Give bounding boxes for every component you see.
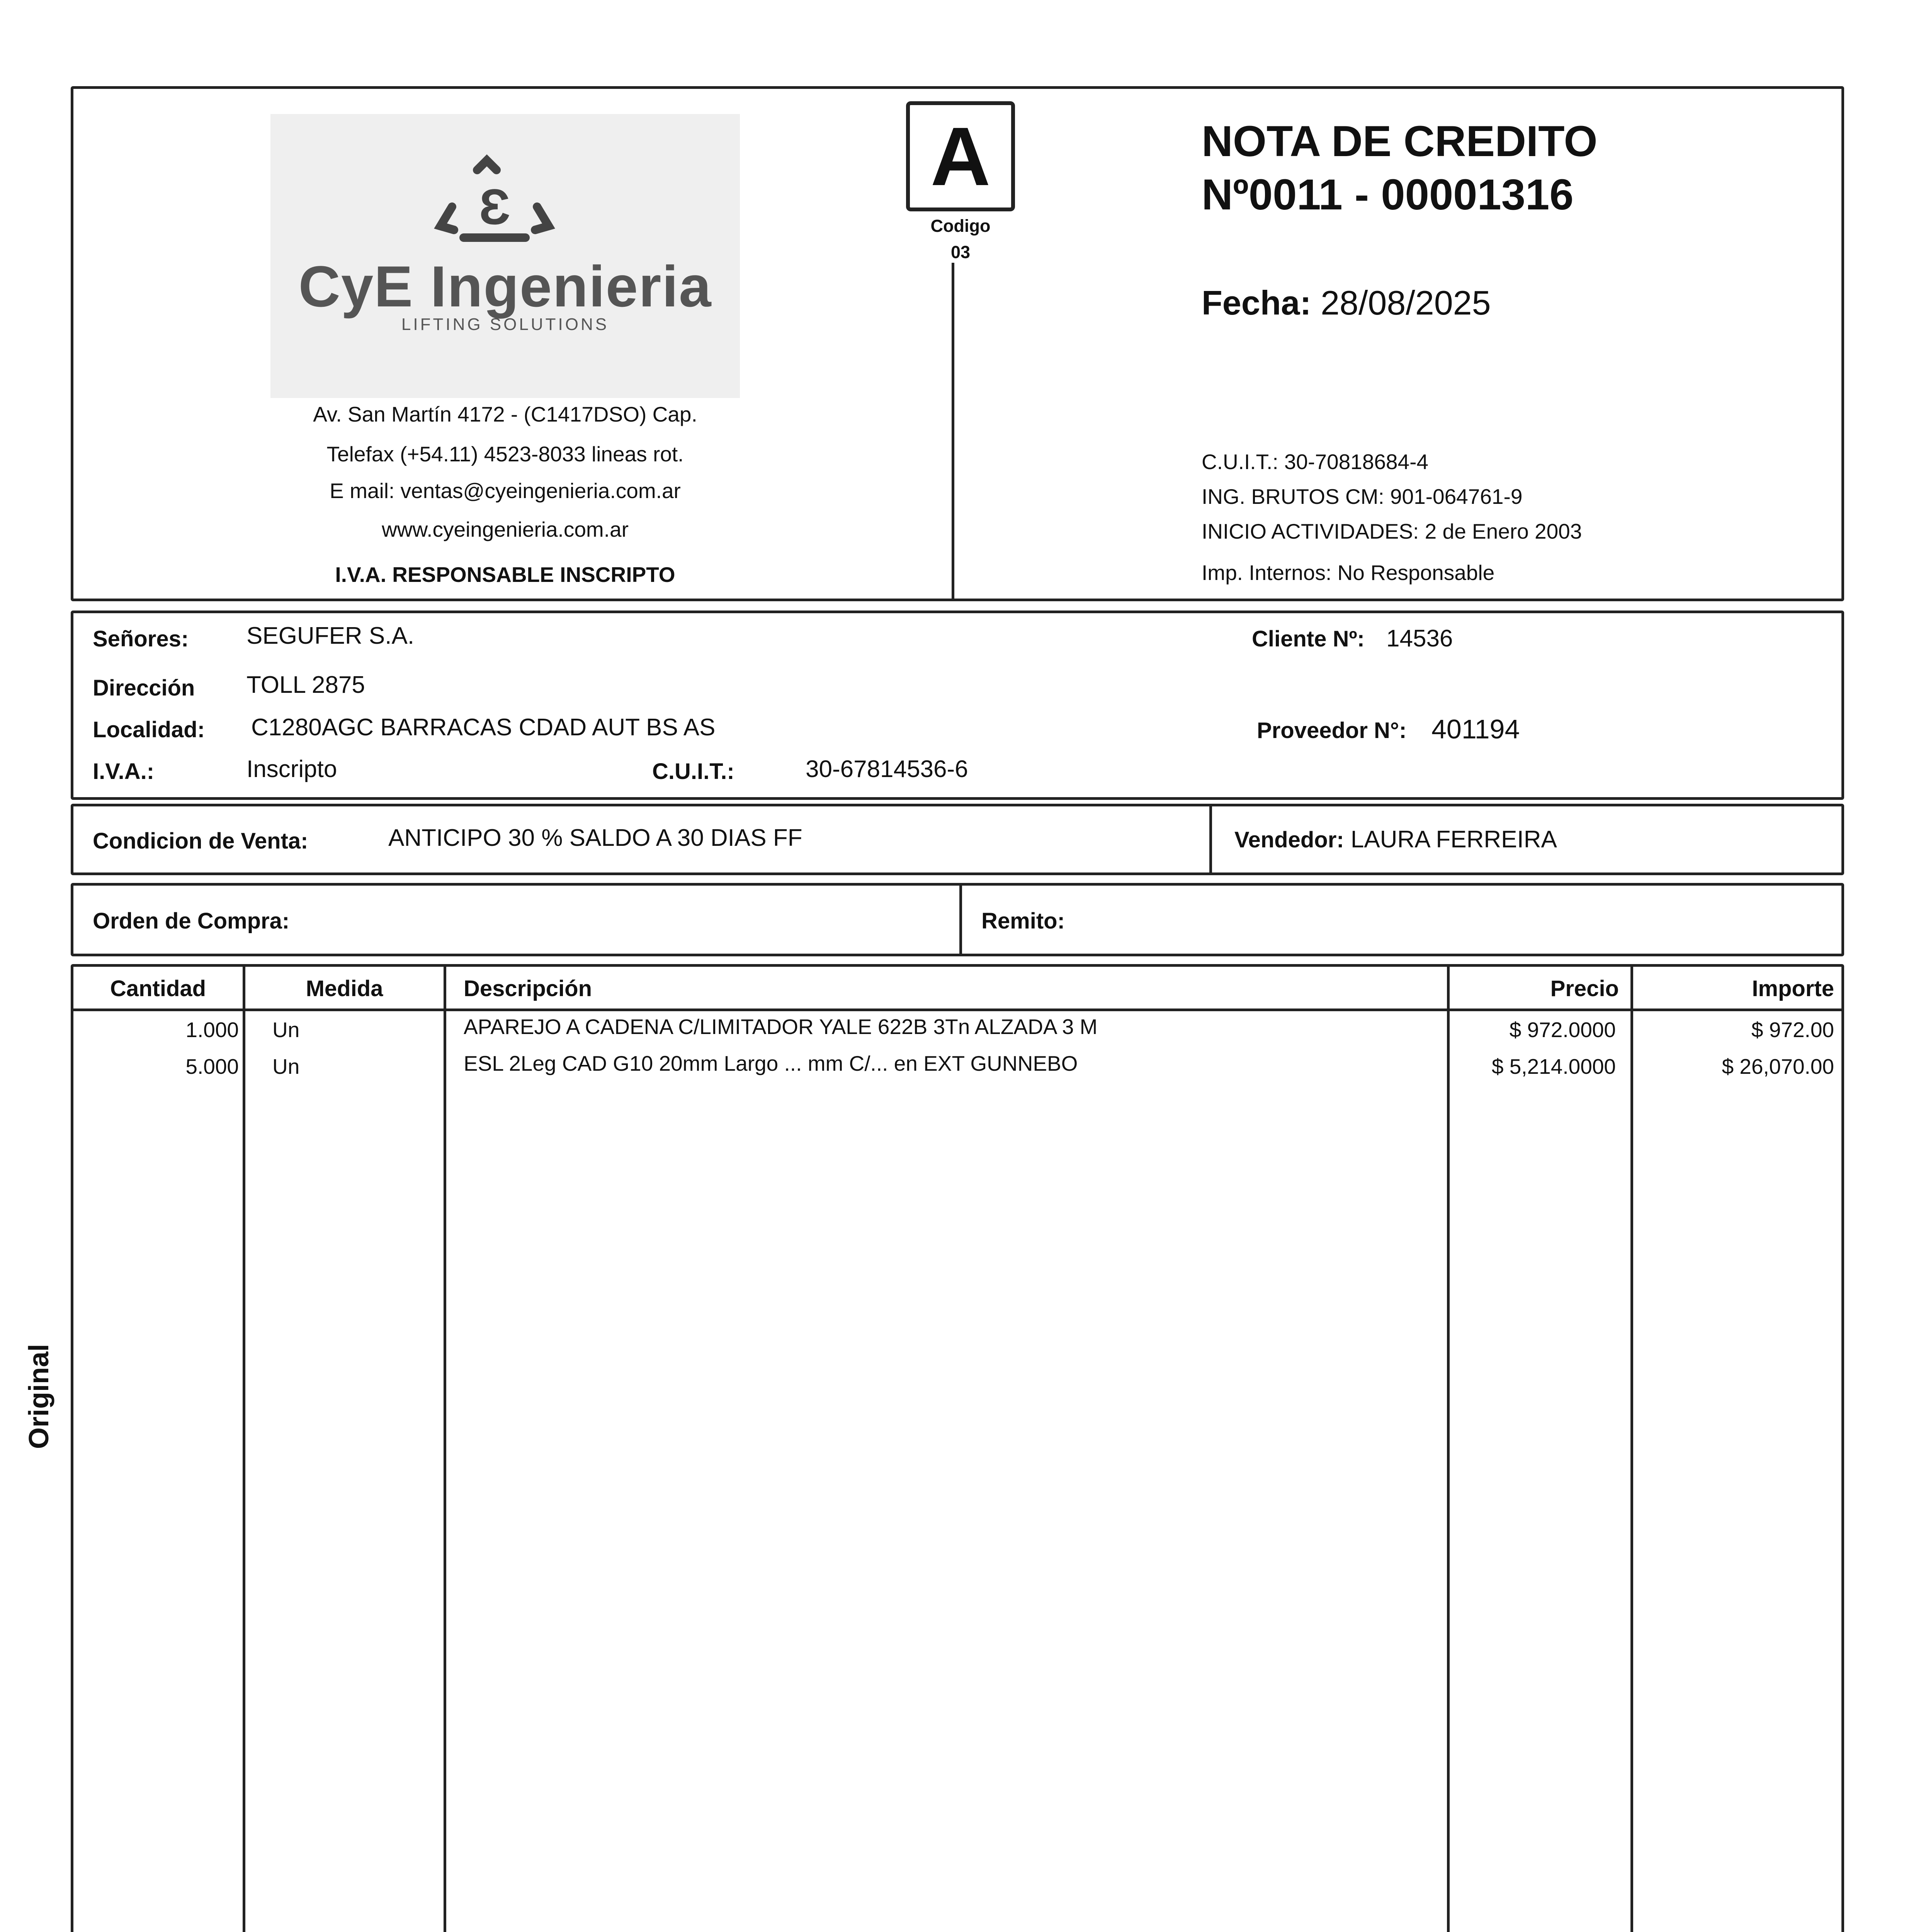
svg-text:Ɛ: Ɛ	[479, 179, 510, 235]
company-email: E mail: ventas@cyeingenieria.com.ar	[330, 479, 681, 503]
direccion-label: Dirección	[93, 675, 195, 701]
items-table	[71, 964, 1844, 1932]
issuer-cuit: C.U.I.T.: 30-70818684-4	[1202, 450, 1429, 474]
row-1-precio: $ 972.0000	[1509, 1018, 1616, 1042]
doc-letter: A	[906, 101, 1015, 211]
col-header-importe: Importe	[1752, 976, 1834, 1001]
company-web: www.cyeingenieria.com.ar	[382, 517, 629, 541]
doc-date	[1202, 286, 1491, 320]
company-phone: Telefax (+54.11) 4523-8033 lineas rot.	[326, 442, 684, 466]
cliente-value: 14536	[1386, 625, 1453, 652]
issuer-inicio-actividades: INICIO ACTIVIDADES: 2 de Enero 2003	[1202, 519, 1582, 543]
row-1-medida: Un	[272, 1018, 300, 1042]
company-address: Av. San Martín 4172 - (C1417DSO) Cap.	[313, 402, 697, 426]
direccion-value: TOLL 2875	[247, 672, 365, 698]
header-divider	[952, 263, 954, 601]
fecha-value: 28/08/2025	[1321, 284, 1491, 322]
items-header-divider	[71, 1009, 1844, 1011]
row-2-medida: Un	[272, 1054, 300, 1078]
issuer-imp-internos: Imp. Internos: No Responsable	[1202, 561, 1495, 585]
row-2-importe: $ 26,070.00	[1722, 1054, 1834, 1078]
condicion-value: ANTICIPO 30 % SALDO A 30 DIAS FF	[388, 825, 802, 851]
col-header-precio: Precio	[1550, 976, 1619, 1001]
col-divider-1	[243, 964, 245, 1932]
proveedor-label: Proveedor N°:	[1257, 718, 1407, 743]
col-header-descripcion: Descripción	[464, 976, 592, 1001]
logo-name: CyE Ingenieria	[298, 254, 712, 319]
sale-divider	[1209, 804, 1212, 875]
copy-label-text: Original	[24, 1344, 54, 1449]
localidad-label: Localidad:	[93, 717, 205, 742]
doc-number: Nº0011 - 00001316	[1202, 170, 1574, 219]
col-header-cantidad: Cantidad	[110, 976, 206, 1001]
sale-condition-box	[71, 804, 1844, 875]
order-divider	[959, 883, 962, 956]
row-1-descripcion: APAREJO A CADENA C/LIMITADOR YALE 622B 3Tn ALZADA 3 M	[464, 1015, 1098, 1039]
client-cuit-value: 30-67814536-6	[806, 756, 968, 782]
iva-value: Inscripto	[247, 756, 337, 782]
proveedor-value: 401194	[1431, 714, 1520, 744]
row-2-cantidad: 5.000	[185, 1054, 239, 1078]
client-cuit-label: C.U.I.T.:	[652, 759, 734, 784]
condicion-label: Condicion de Venta:	[93, 828, 308, 854]
doc-type: NOTA DE CREDITO	[1202, 117, 1598, 165]
senores-value: SEGUFER S.A.	[247, 622, 415, 649]
vendedor	[1234, 828, 1557, 852]
senores-label: Señores:	[93, 626, 189, 651]
col-divider-4	[1630, 964, 1633, 1932]
iva-label: I.V.A.:	[93, 759, 155, 784]
order-box	[71, 883, 1844, 956]
vendedor-label: Vendedor:	[1234, 827, 1344, 852]
col-divider-2	[444, 964, 446, 1932]
row-1-importe: $ 972.00	[1751, 1018, 1834, 1042]
fecha-label: Fecha:	[1202, 284, 1311, 322]
row-2-descripcion: ESL 2Leg CAD G10 20mm Largo ... mm C/... en EXT GUNNEBO	[464, 1051, 1078, 1075]
localidad-value: C1280AGC BARRACAS CDAD AUT BS AS	[251, 714, 716, 741]
company-iva-condition: I.V.A. RESPONSABLE INSCRIPTO	[335, 563, 675, 587]
remito-label: Remito:	[981, 908, 1065, 934]
cliente-label: Cliente Nº:	[1252, 626, 1365, 651]
logo-tagline: LIFTING SOLUTIONS	[401, 315, 609, 334]
vendedor-value: LAURA FERREIRA	[1350, 826, 1557, 853]
row-2-precio: $ 5,214.0000	[1491, 1054, 1616, 1078]
codigo-label: Codigo	[930, 216, 991, 236]
copy-label	[23, 1344, 55, 1449]
issuer-ing-brutos: ING. BRUTOS CM: 901-064761-9	[1202, 485, 1523, 509]
orden-label: Orden de Compra:	[93, 908, 290, 934]
row-1-cantidad: 1.000	[185, 1018, 239, 1042]
col-divider-3	[1447, 964, 1450, 1932]
codigo-value: 03	[950, 242, 971, 262]
col-header-medida: Medida	[306, 976, 383, 1001]
